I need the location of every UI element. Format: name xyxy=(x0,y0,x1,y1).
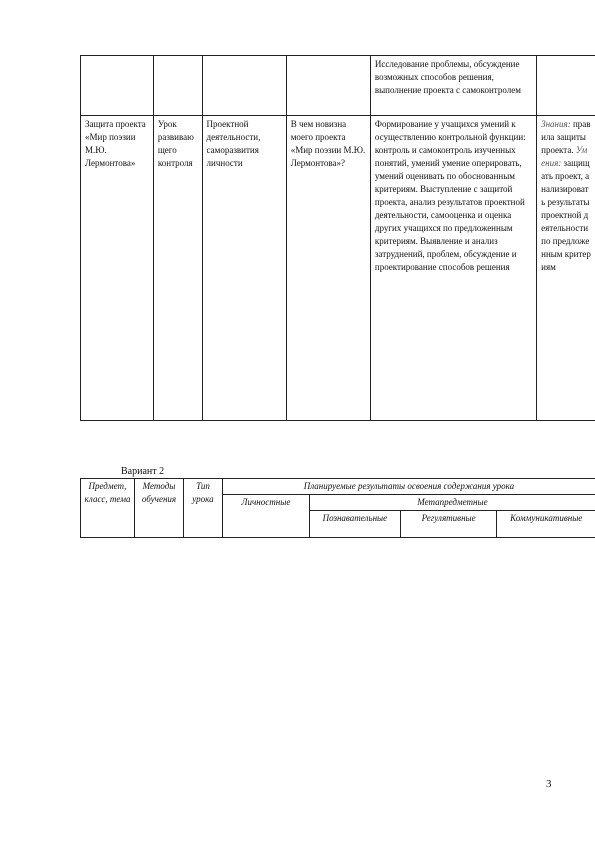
header-subject: Предмет, класс, тема xyxy=(81,479,135,538)
problem-question-cell: В чем новизна моего проекта «Мир поэзии М.Ю. Лермонтова»? xyxy=(286,116,370,421)
header-communicative: Коммуникативные xyxy=(497,511,595,538)
activity-cell: Формирование у учащихся умений к осуществлению контрольной функции: контроль и самоконтроль изученных понятий, умений умение оперировать, умений оценивать по обоснованным критериям. Выступление с защитой проекта, анализ результатов проектной деятельности, самооценка и оценка других учащихся по предложенным критериям. Выявление и анализ затруднений, проблем, обсуждение и проектирование способов решения xyxy=(370,116,536,421)
table-cell xyxy=(202,56,286,116)
table-cell xyxy=(286,56,370,116)
results-cell xyxy=(537,116,595,421)
skills-text: защищать проект, анализировать результаты проектной деятельности по предложенным критериям xyxy=(541,158,591,272)
activity-cell: Исследование проблемы, обсуждение возможных способов решения, выполнение проекта с самоконтролем xyxy=(370,56,536,116)
lesson-table-top xyxy=(80,55,595,421)
table-row xyxy=(81,116,595,421)
header-regulatory: Регулятивные xyxy=(400,511,497,538)
header-methods: Методы обучения xyxy=(134,479,183,538)
lesson-type-cell: Урок развивающего контроля xyxy=(153,116,202,421)
variant-caption: Вариант 2 xyxy=(121,466,165,477)
header-planned-results: Планируемые результаты освоения содержания урока xyxy=(222,479,595,495)
table-cell xyxy=(153,56,202,116)
header-cognitive: Познавательные xyxy=(309,511,400,538)
technology-cell: Проектной деятельности, саморазвития личности xyxy=(202,116,286,421)
header-type: Тип урока xyxy=(184,479,223,538)
lesson-topic-cell: Защита проекта «Мир поэзии М.Ю. Лермонтова» xyxy=(81,116,154,421)
table-header-row xyxy=(81,479,595,495)
lesson-table-bottom xyxy=(80,478,595,538)
table-cell xyxy=(81,56,154,116)
table-cell xyxy=(537,56,595,116)
knowledge-label: Знания: xyxy=(541,119,571,129)
header-meta: Метапредметные xyxy=(309,495,595,511)
page-number: 3 xyxy=(546,778,552,790)
header-personal: Личностные xyxy=(222,495,309,538)
knowledge-text: правила защиты проекта. xyxy=(541,119,591,155)
table-row xyxy=(81,56,595,116)
skills-label: Умения: xyxy=(541,145,588,168)
